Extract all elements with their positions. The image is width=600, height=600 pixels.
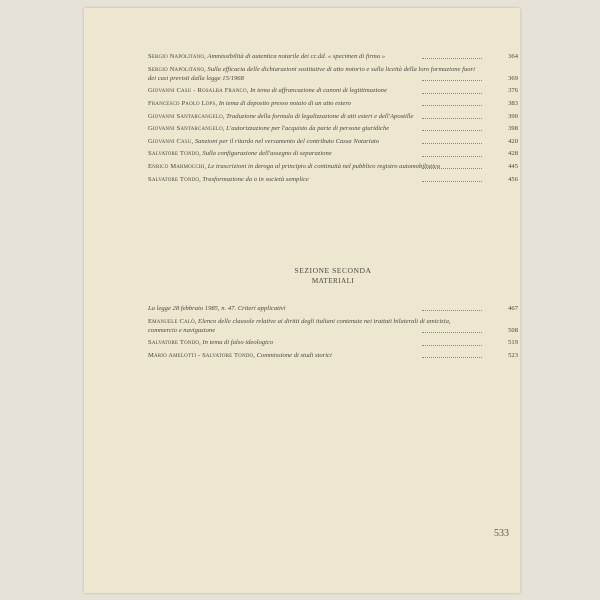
entry-title: Traduzione della formula di legalizzazione di atti esteri e dell'Apostille [226,112,414,120]
toc-entry: Emanuele Calò, Elenco delle clausole relative ai diritti degli italiani contenute nei trattati bilaterali di amicizia, commercio e navigazione 508 [148,317,518,334]
leader-dots [422,118,482,119]
entry-title: Sulla configurazione dell'assegno di separazione [202,150,332,158]
entry-page: 398 [508,125,518,133]
entry-author: Salvatore Tondo [148,150,200,158]
entry-page: 456 [508,175,518,183]
leader-dots [422,168,482,169]
leader-dots [422,357,482,358]
entry-title: Trasformazione da o in società semplice [202,175,309,183]
toc-entry: Sergio Napolitano, Sulla efficacia delle dichiarazioni sostitutive di atto notorio e sulla liceità della loro formazione fuori dei casi previsti dalla legge 15/1968 369 [148,65,518,82]
entry-page: 420 [508,137,518,145]
entry-author: Sergio Napolitano [148,53,205,60]
toc-entry: Giovanni Santarcangelo, L'autorizzazione per l'acquisto da parte di persone giuridiche 398 [148,125,518,133]
entry-title: La legge 28 febbraio 1985, n. 47. Criteri applicativi [148,305,286,312]
entry-author: Giovanni Casu - Rosalba Franco [148,87,247,95]
entry-title: Sulla efficacia delle dichiarazioni sostitutive di atto notorio e sulla liceità della loro formazione fuori dei casi previsti dalla legge 15/1968 [148,65,475,82]
toc-entry: Salvatore Tondo, Trasformazione da o in società semplice 456 [148,175,518,183]
toc-entry: Salvatore Tondo, In tema di falso ideologico 519 [148,339,518,347]
entry-page: 508 [508,326,518,334]
leader-dots [422,80,482,81]
page-number: 533 [494,528,509,539]
entry-title: In tema di affrancazione di canoni di legittimazione [250,87,387,95]
leader-dots [422,345,482,346]
entry-page: 364 [508,53,518,60]
toc-entry [148,304,518,313]
leader-dots [422,332,482,333]
entry-author: Sergio Napolitano [148,65,205,73]
entry-title: Sanzioni per il ritardo nel versamento del contributo Cassa Notariato [194,137,380,145]
entry-author: Emanuele Calò [148,317,195,325]
entry-page: 445 [508,162,518,170]
leader-dots [422,310,482,311]
entry-page: 390 [508,112,518,120]
toc-entry: Francesco Paolo Lops, In tema di deposito presso notaio di un atto estero 383 [148,99,518,107]
entry-page: 369 [508,74,518,82]
table-of-contents [148,52,518,187]
toc-entry: Enrico Marmocchi, Le trascrizioni in deroga al principio di continuità nel pubblico registro automobilistico 445 [148,162,518,170]
entry-page: 376 [508,87,518,95]
table-of-contents-materials [148,304,518,364]
entry-title: Commissione di studi storici [256,351,332,359]
entry-title: In tema di falso ideologico [202,339,274,347]
entry-title: L'autorizzazione per l'acquisto da parte di persone giuridiche [226,125,390,133]
leader-dots [422,130,482,131]
entry-author: Giovanni Santarcangelo [148,112,223,120]
entry-author: Giovanni Casu [148,137,192,145]
entry-title: Elenco delle clausole relative ai diritti degli italiani contenute nei trattati bilaterali di amicizia, commercio e navigazione [148,317,451,334]
entry-author: Giovanni Santarcangelo [148,125,223,133]
section-title: SEZIONE SECONDA [294,266,372,275]
entry-author: Salvatore Tondo [148,339,200,347]
toc-entry: Mario Amelotti - Salvatore Tondo, Commissione di studi storici 523 [148,351,518,359]
toc-entry: Sergio Napolitano, Ammissibilità di autentica notarile dei cc.dd. « specimen di firma » 364 [148,53,518,60]
leader-dots [422,93,482,94]
entry-title: In tema di deposito presso notaio di un atto estero [218,99,351,107]
entry-page: 383 [508,99,518,107]
leader-dots [422,105,482,106]
entry-author: Salvatore Tondo [148,175,200,183]
toc-entry: Giovanni Casu - Rosalba Franco, In tema di affrancazione di canoni di legittimazione 376 [148,87,518,95]
entry-title: Ammissibilità di autentica notarile dei cc.dd. « specimen di firma » [207,53,386,60]
section-subtitle: MATERIALI [311,277,355,285]
toc-entry: Giovanni Santarcangelo, Traduzione della formula di legalizzazione di atti esteri e dell'Apostille 390 [148,112,518,120]
toc-entry: Giovanni Casu, Sanzioni per il ritardo nel versamento del contributo Cassa Notariato 420 [148,137,518,145]
leader-dots [422,58,482,59]
entry-author: Mario Amelotti - Salvatore Tondo [148,351,254,359]
entry-page: 523 [508,351,518,359]
book-page [84,8,520,593]
toc-entry: Salvatore Tondo, Sulla configurazione dell'assegno di separazione 428 [148,150,518,158]
entry-page: 467 [508,305,518,312]
entry-page: 428 [508,150,518,158]
section-heading [148,265,518,286]
leader-dots [422,143,482,144]
entry-page: 519 [508,339,518,347]
entry-author: Enrico Marmocchi [148,162,205,170]
leader-dots [422,181,482,182]
entry-title: Le trascrizioni in deroga al principio di continuità nel pubblico registro automobilistico [207,162,441,170]
entry-author: Francesco Paolo Lops [148,99,216,107]
leader-dots [422,156,482,157]
